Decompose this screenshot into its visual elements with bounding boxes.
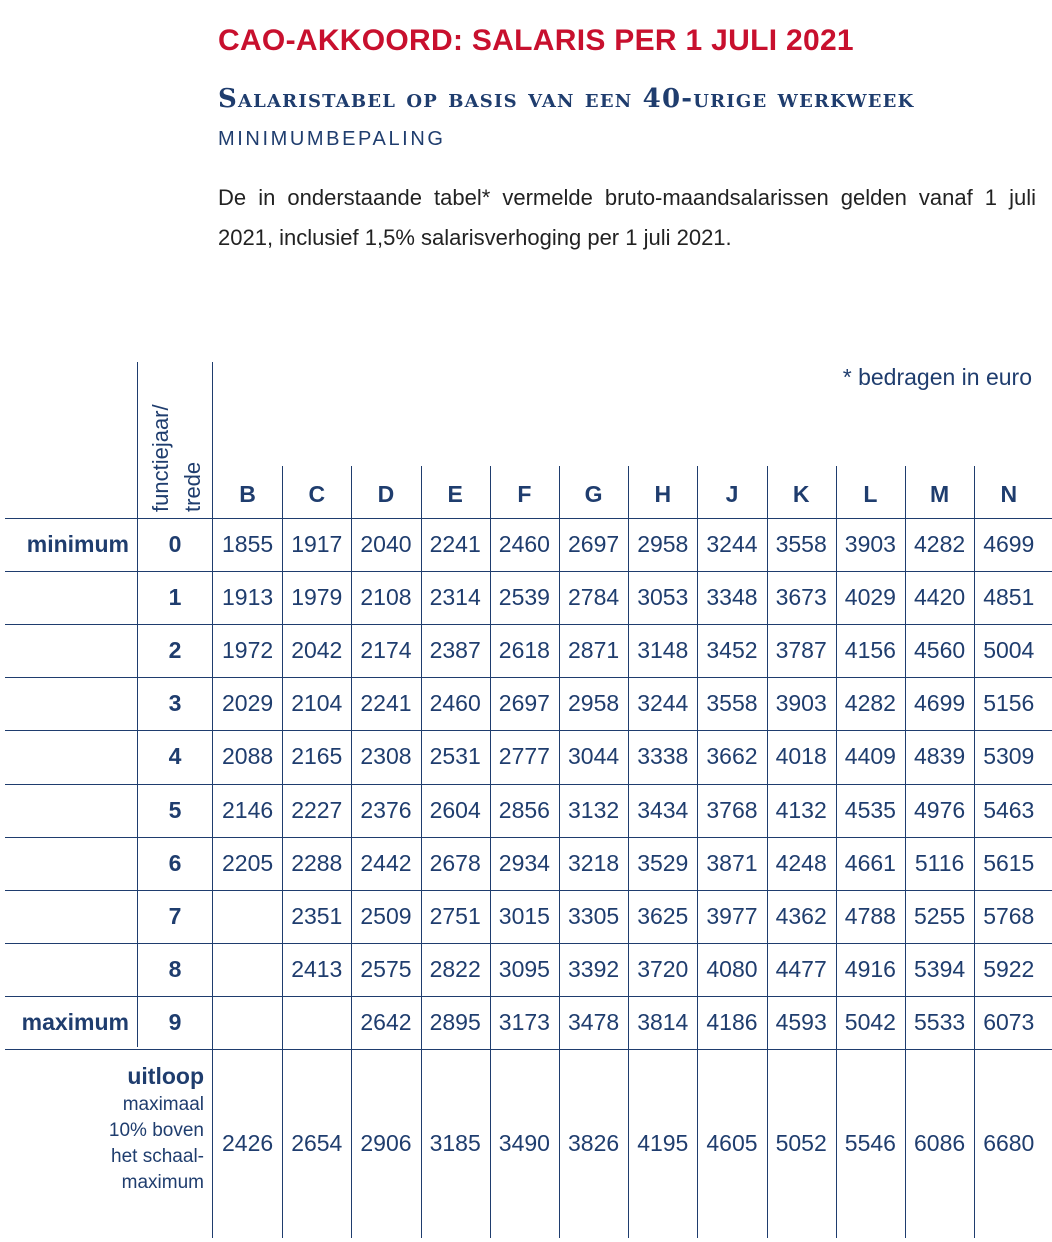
uitloop-cell: 6086 [914,1130,966,1156]
salary-cell: 2697 [498,690,550,717]
salary-cell: 3244 [637,690,689,717]
salary-cell: 2288 [291,849,343,876]
salary-cell: 2958 [637,531,689,558]
column-header: C [308,480,326,507]
trede-number: 2 [168,637,182,664]
salary-cell: 4156 [844,637,896,664]
salary-cell: 4699 [914,690,966,717]
salary-cell: 2784 [568,584,620,611]
salary-cell: 4839 [914,743,966,770]
uitloop-cell: 3826 [568,1130,620,1156]
salary-cell: 3452 [706,637,758,664]
salary-cell: 2308 [360,743,412,770]
salary-cell: 2822 [429,955,481,982]
column-header: M [930,480,950,507]
salary-cell: 4186 [706,1008,758,1035]
trede-number: 1 [168,584,182,611]
salary-cell: 5309 [983,743,1035,770]
uitloop-cell: 2906 [360,1130,412,1156]
salary-cell: 2387 [429,637,481,664]
salary-cell: 3305 [568,902,620,929]
salary-cell: 4248 [775,849,827,876]
trede-number: 7 [168,902,182,929]
salary-cell: 2856 [498,796,550,823]
salary-cell: 2108 [360,584,412,611]
salary-cell: 3814 [637,1008,689,1035]
uitloop-line: maximaal [122,1094,204,1115]
trede-header-line-1: functiejaar/ [148,404,173,512]
salary-cell: 5255 [914,902,966,929]
salary-cell: 1917 [291,531,343,558]
uitloop-cell: 2654 [291,1130,343,1156]
salary-cell: 3434 [637,796,689,823]
salary-cell: 3338 [637,743,689,770]
trede-number: 0 [168,531,182,558]
salary-cell: 4976 [914,796,966,823]
salary-cell: 3720 [637,955,689,982]
salary-cell: 4282 [844,690,896,717]
salary-cell: 2088 [222,743,274,770]
column-header: G [584,480,603,507]
row-label: minimum [26,531,129,558]
salary-cell: 3903 [775,690,827,717]
salary-cell: 5042 [844,1008,896,1035]
salary-cell: 4080 [706,955,758,982]
salary-cell: 2241 [429,531,481,558]
salary-cell: 2895 [429,1008,481,1035]
salary-cell: 2751 [429,902,481,929]
salary-cell: 2351 [291,902,343,929]
trede-number: 4 [168,743,182,770]
salary-cell: 2174 [360,637,412,664]
salary-cell: 2642 [360,1008,412,1035]
salary-cell: 5533 [914,1008,966,1035]
uitloop-cell: 3185 [429,1130,481,1156]
salary-cell: 2958 [568,690,620,717]
salary-cell: 4282 [914,531,966,558]
salary-cell: 4788 [844,902,896,929]
salary-cell: 5922 [983,955,1035,982]
salary-cell: 5394 [914,955,966,982]
salary-cell: 3625 [637,902,689,929]
salary-cell: 5116 [914,849,965,876]
salary-cell: 2575 [360,955,412,982]
salary-cell: 1855 [222,531,274,558]
salary-cell: 3662 [706,743,758,770]
salary-cell: 4851 [983,584,1035,611]
salary-cell: 2777 [498,743,550,770]
salary-cell: 3392 [568,955,620,982]
salary-cell: 2042 [291,637,343,664]
salary-cell: 4409 [844,743,896,770]
salary-cell: 3044 [568,743,620,770]
salary-cell: 2697 [568,531,620,558]
salary-cell: 2413 [291,955,343,982]
salary-cell: 2871 [568,637,620,664]
salary-cell: 4535 [844,796,896,823]
salary-cell: 4018 [775,743,827,770]
column-header: J [725,480,739,507]
salary-cell: 4132 [775,796,827,823]
section-label: MINIMUMBEPALING [218,128,446,150]
row-label: maximum [21,1008,129,1035]
salary-cell: 3558 [706,690,758,717]
column-header: N [1000,480,1018,507]
salary-cell: 2165 [291,743,343,770]
salary-cell: 3218 [568,849,620,876]
salary-cell: 4916 [844,955,896,982]
salary-cell: 3132 [568,796,620,823]
salary-cell: 4420 [914,584,966,611]
salary-cell: 2531 [429,743,481,770]
uitloop-line: het schaal- [111,1146,204,1167]
column-header: K [792,480,810,507]
salary-cell: 2604 [429,796,481,823]
uitloop-cell: 3490 [498,1130,550,1156]
salary-cell: 2104 [291,690,343,717]
salary-cell: 3558 [775,531,827,558]
salary-cell: 3053 [637,584,689,611]
salary-cell: 2509 [360,902,412,929]
currency-note: * bedragen in euro [842,364,1032,390]
salary-cell: 1972 [222,637,274,664]
salary-cell: 4661 [844,849,896,876]
salary-cell: 1913 [222,584,274,611]
salary-cell: 5615 [983,849,1035,876]
salary-cell: 5463 [983,796,1035,823]
salary-cell: 4362 [775,902,827,929]
salary-cell: 2376 [360,796,412,823]
salary-cell: 3529 [637,849,689,876]
uitloop-cell: 5052 [775,1130,827,1156]
trede-number: 8 [168,955,182,982]
salary-cell: 3095 [498,955,550,982]
salary-cell: 1979 [291,584,343,611]
salary-cell: 3673 [775,584,827,611]
salary-cell: 2539 [498,584,550,611]
salary-cell: 2205 [222,849,274,876]
salary-cell: 5004 [983,637,1035,664]
salary-cell: 2934 [498,849,550,876]
uitloop-cell: 4605 [706,1130,758,1156]
salary-cell: 3148 [637,637,689,664]
page-title: CAO-AKKOORD: SALARIS PER 1 JULI 2021 [218,24,854,57]
intro-paragraph: De in onderstaande tabel* vermelde bruto-maandsalarissen gelden vanaf 1 juli 2021, inclusief 1,5% salarisverhoging per 1 juli 2021. [218,185,1036,250]
salary-cell: 2146 [222,796,274,823]
salary-cell: 4560 [914,637,966,664]
column-header: B [239,480,256,507]
salary-cell: 3903 [844,531,896,558]
salary-cell: 2618 [498,637,550,664]
column-header: F [517,480,532,507]
column-header: E [447,480,463,507]
trede-number: 5 [168,796,182,823]
trede-number: 6 [168,849,182,876]
salary-cell: 2460 [498,531,550,558]
column-header: H [654,480,672,507]
trede-number: 9 [168,1008,182,1035]
salary-cell: 3244 [706,531,758,558]
uitloop-cell: 6680 [983,1130,1035,1156]
table-subtitle: Salaristabel op basis van een 40-urige werkweek [218,84,915,114]
uitloop-line: maximum [121,1172,204,1193]
salary-cell: 3173 [498,1008,550,1035]
trede-number: 3 [168,690,182,717]
uitloop-title: uitloop [127,1063,204,1089]
salary-cell: 3768 [706,796,758,823]
trede-header-line-2: trede [180,461,205,512]
salary-cell: 4477 [775,955,827,982]
salary-cell: 5768 [983,902,1035,929]
salary-cell: 4029 [844,584,896,611]
salary-cell: 4593 [775,1008,827,1035]
salary-cell: 3015 [498,902,550,929]
uitloop-label [109,1060,204,1196]
salary-cell: 2314 [429,584,481,611]
salary-cell: 2678 [429,849,481,876]
salary-cell: 2029 [222,690,274,717]
column-header: L [863,480,878,507]
salary-cell: 2241 [360,690,412,717]
salary-cell: 4699 [983,531,1035,558]
salary-cell: 2040 [360,531,412,558]
salary-cell: 5156 [983,690,1035,717]
salary-cell: 3871 [706,849,758,876]
uitloop-cell: 2426 [222,1130,274,1156]
uitloop-line: 10% boven [108,1120,204,1141]
salary-cell: 2460 [429,690,481,717]
uitloop-cell: 5546 [844,1130,896,1156]
salary-cell: 3977 [706,902,758,929]
salary-cell: 6073 [983,1008,1035,1035]
salary-cell: 2227 [291,796,343,823]
column-header: D [377,480,395,507]
uitloop-cell: 4195 [637,1130,689,1156]
salary-cell: 3348 [706,584,758,611]
salary-cell: 2442 [360,849,412,876]
salary-cell: 3787 [775,637,827,664]
salary-cell: 3478 [568,1008,620,1035]
